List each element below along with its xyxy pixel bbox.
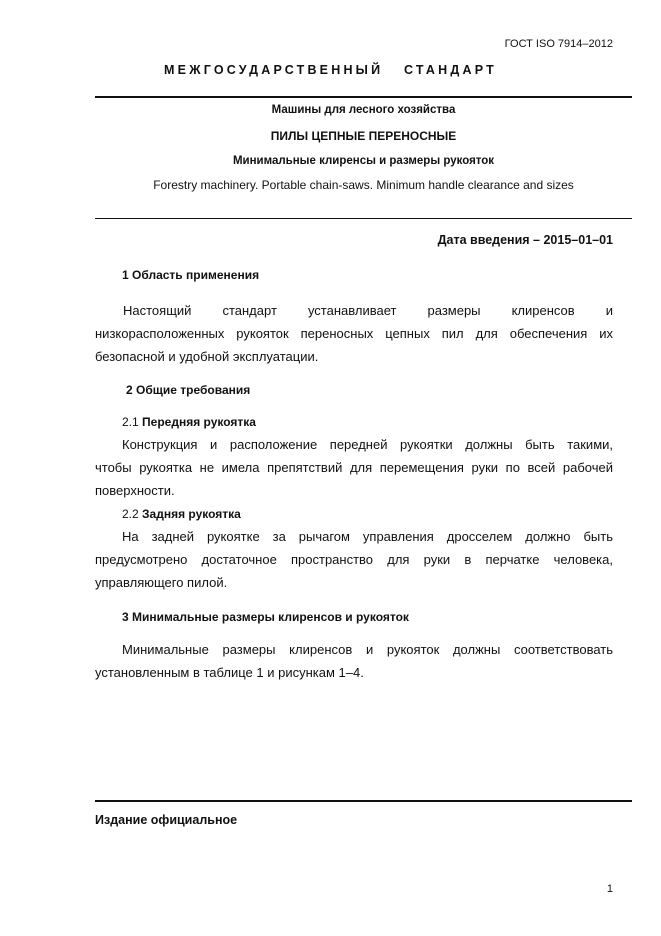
standard-title: МЕЖГОСУДАРСТВЕННЫЙ СТАНДАРТ — [164, 63, 497, 77]
text-line: чтобы рукоятка не имела препятствий для перемещения руки по всей рабочей — [95, 460, 613, 475]
top-divider — [95, 96, 632, 98]
introduction-date: Дата введения – 2015–01–01 — [437, 233, 613, 247]
section-3-text — [95, 638, 613, 684]
english-title: Forestry machinery. Portable chain-saws. Minimum handle clearance and sizes — [153, 178, 574, 192]
section-2-heading: 2 Общие требования — [126, 383, 251, 397]
text-line: низкорасположенных рукояток переносных цепных пил для обеспечения их — [95, 326, 613, 341]
subsection-2-1-text — [95, 433, 613, 502]
main-title: ПИЛЫ ЦЕПНЫЕ ПЕРЕНОСНЫЕ — [270, 129, 457, 143]
text-line: Конструкция и расположение передней рукоятки должны быть такими, — [122, 437, 613, 452]
document-id: ГОСТ ISO 7914–2012 — [504, 38, 613, 50]
page-number: 1 — [606, 883, 613, 895]
subsection-2-1-heading — [122, 415, 256, 429]
title-divider — [95, 218, 632, 219]
category-title: Машины для лесного хозяйства — [271, 104, 456, 116]
subtitle: Минимальные клиренсы и размеры рукояток — [232, 155, 495, 167]
subsection-title: Передняя рукоятка — [142, 415, 256, 429]
text-line: поверхности. — [95, 483, 175, 498]
subsection-number: 2.2 — [122, 507, 139, 521]
footer-divider — [95, 800, 632, 802]
section-1-heading: 1 Область применения — [122, 268, 260, 282]
text-line: На задней рукоятке за рычагом управления дросселем должно быть — [122, 529, 613, 544]
text-line: безопасной и удобной эксплуатации. — [95, 349, 319, 364]
text-line: предусмотрено достаточное пространство для руки в перчатке человека, — [95, 552, 613, 567]
subsection-number: 2.1 — [122, 415, 139, 429]
subsection-2-2-heading — [122, 507, 241, 521]
subsection-2-2-text — [95, 525, 613, 594]
section-1-text — [95, 299, 613, 368]
text-line: Настоящий стандарт устанавливает размеры клиренсов и — [123, 303, 613, 318]
text-line: управляющего пилой. — [95, 575, 228, 590]
text-line: установленным в таблице 1 и рисункам 1–4. — [95, 665, 364, 680]
subsection-title: Задняя рукоятка — [142, 507, 241, 521]
text-line: Минимальные размеры клиренсов и рукояток должны соответствовать — [122, 642, 613, 657]
section-3-heading: 3 Минимальные размеры клиренсов и рукояток — [122, 610, 409, 624]
official-edition-label: Издание официальное — [95, 813, 238, 827]
